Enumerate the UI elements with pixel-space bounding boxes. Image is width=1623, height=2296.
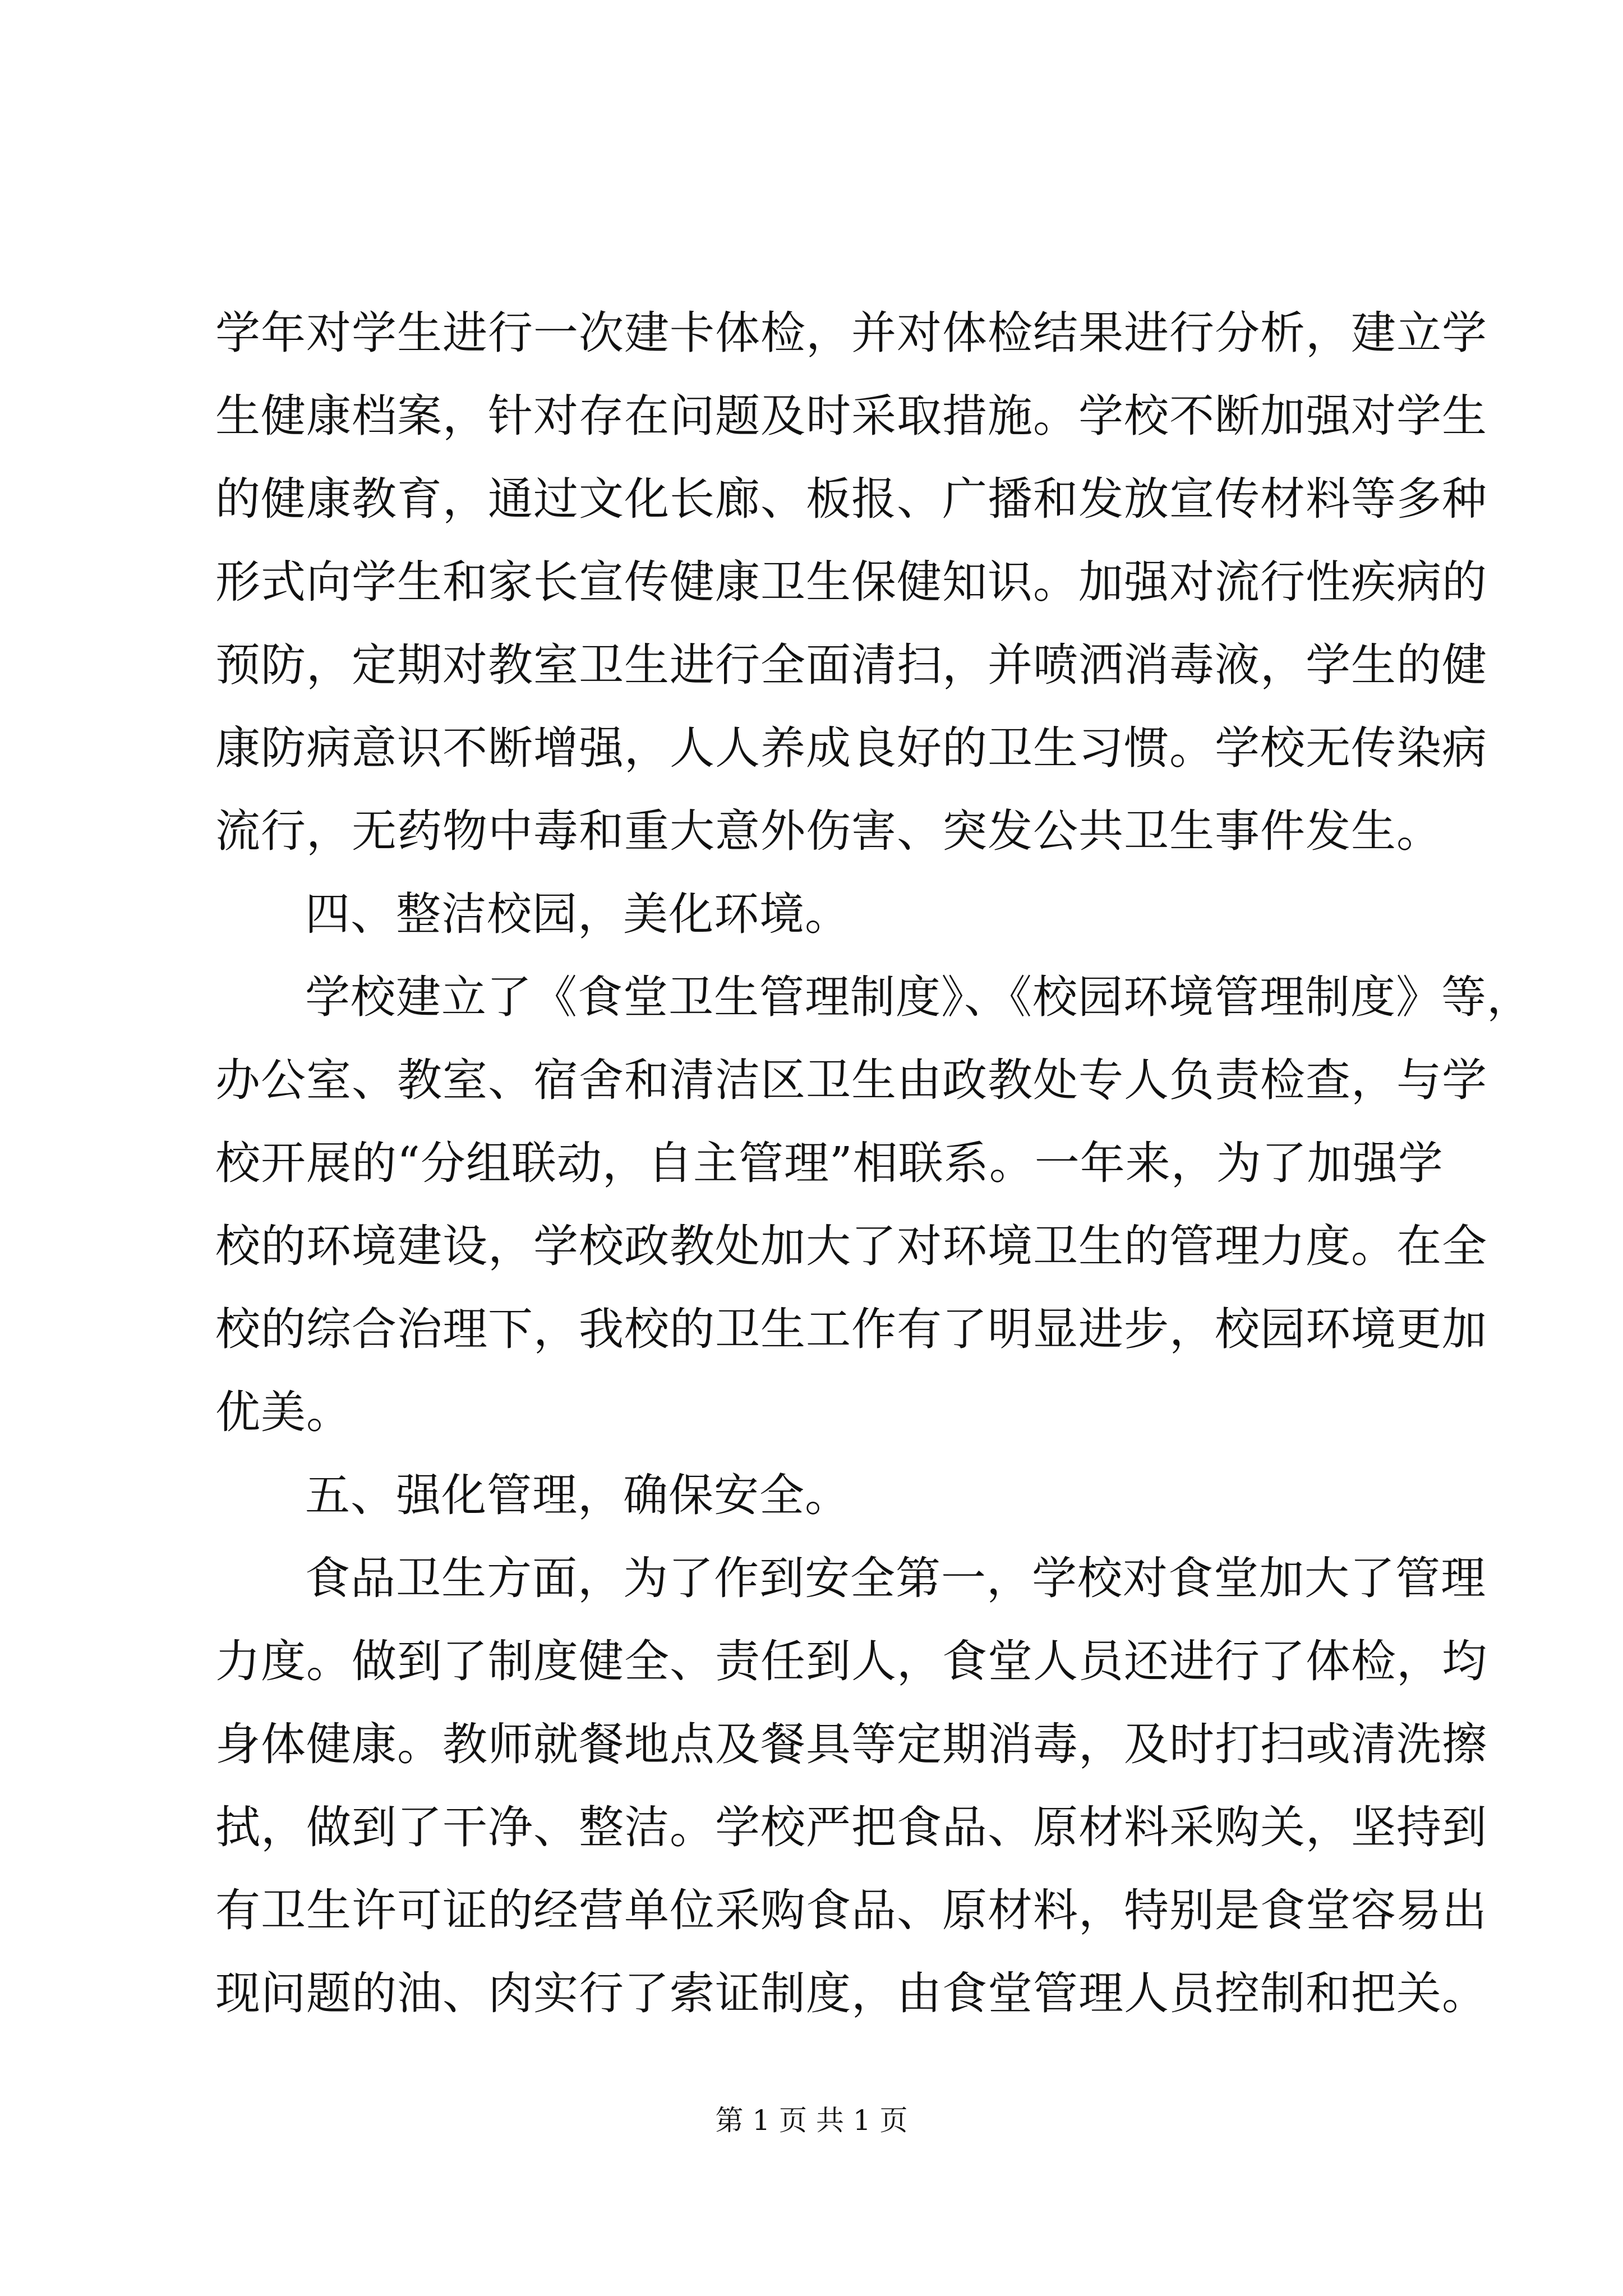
paragraph-line: 校的环境建设，学校政教处加大了对环境卫生的管理力度。在全 — [215, 1220, 1487, 1272]
document-body — [215, 292, 1532, 2035]
paragraph-line: 身体健康。教师就餐地点及餐具等定期消毒，及时打扫或清洗擦 — [215, 1718, 1487, 1770]
paragraph-line: 办公室、教室、宿舍和清洁区卫生由政教处专人负责检查，与学 — [215, 1054, 1487, 1106]
paragraph-line: 的健康教育，通过文化长廊、板报、广播和发放宣传材料等多种 — [215, 473, 1487, 525]
paragraph-line: 形式向学生和家长宣传健康卫生保健知识。加强对流行性疾病的 — [215, 556, 1487, 608]
page-number-footer: 第 1 页 共 1 页 — [715, 2104, 908, 2137]
paragraph-line: 校的综合治理下，我校的卫生工作有了明显进步，校园环境更加 — [215, 1303, 1487, 1355]
paragraph-line: 力度。做到了制度健全、责任到人，食堂人员还进行了体检，均 — [215, 1635, 1487, 1687]
paragraph-line: 现问题的油、肉实行了索证制度，由食堂管理人员控制和把关。 — [215, 1967, 1487, 2019]
paragraph-line: 学年对学生进行一次建卡体检，并对体检结果进行分析，建立学 — [215, 307, 1487, 359]
paragraph-line: 康防病意识不断增强，人人养成良好的卫生习惯。学校无传染病 — [215, 722, 1487, 774]
paragraph-line: 食品卫生方面，为了作到安全第一，学校对食堂加大了管理 — [305, 1552, 1486, 1604]
paragraph-line: 流行，无药物中毒和重大意外伤害、突发公共卫生事件发生。 — [215, 805, 1442, 857]
paragraph-line: 生健康档案，针对存在问题及时采取措施。学校不断加强对学生 — [215, 390, 1487, 442]
paragraph-line: 校开展的“分组联动，自主管理”相联系。一年来，为了加强学 — [215, 1137, 1444, 1189]
paragraph-line: 学校建立了《食堂卫生管理制度》、《校园环境管理制度》等， — [305, 971, 1532, 1023]
section-heading-4: 四、整洁校园，美化环境。 — [305, 888, 850, 940]
section-heading-5: 五、强化管理，确保安全。 — [305, 1469, 850, 1521]
paragraph-line: 有卫生许可证的经营单位采购食品、原材料，特别是食堂容易出 — [215, 1884, 1487, 1936]
paragraph-line: 预防，定期对教室卫生进行全面清扫，并喷洒消毒液，学生的健 — [215, 639, 1487, 691]
paragraph-line: 拭，做到了干净、整洁。学校严把食品、原材料采购关，坚持到 — [215, 1801, 1487, 1853]
paragraph-line: 优美。 — [215, 1386, 352, 1438]
